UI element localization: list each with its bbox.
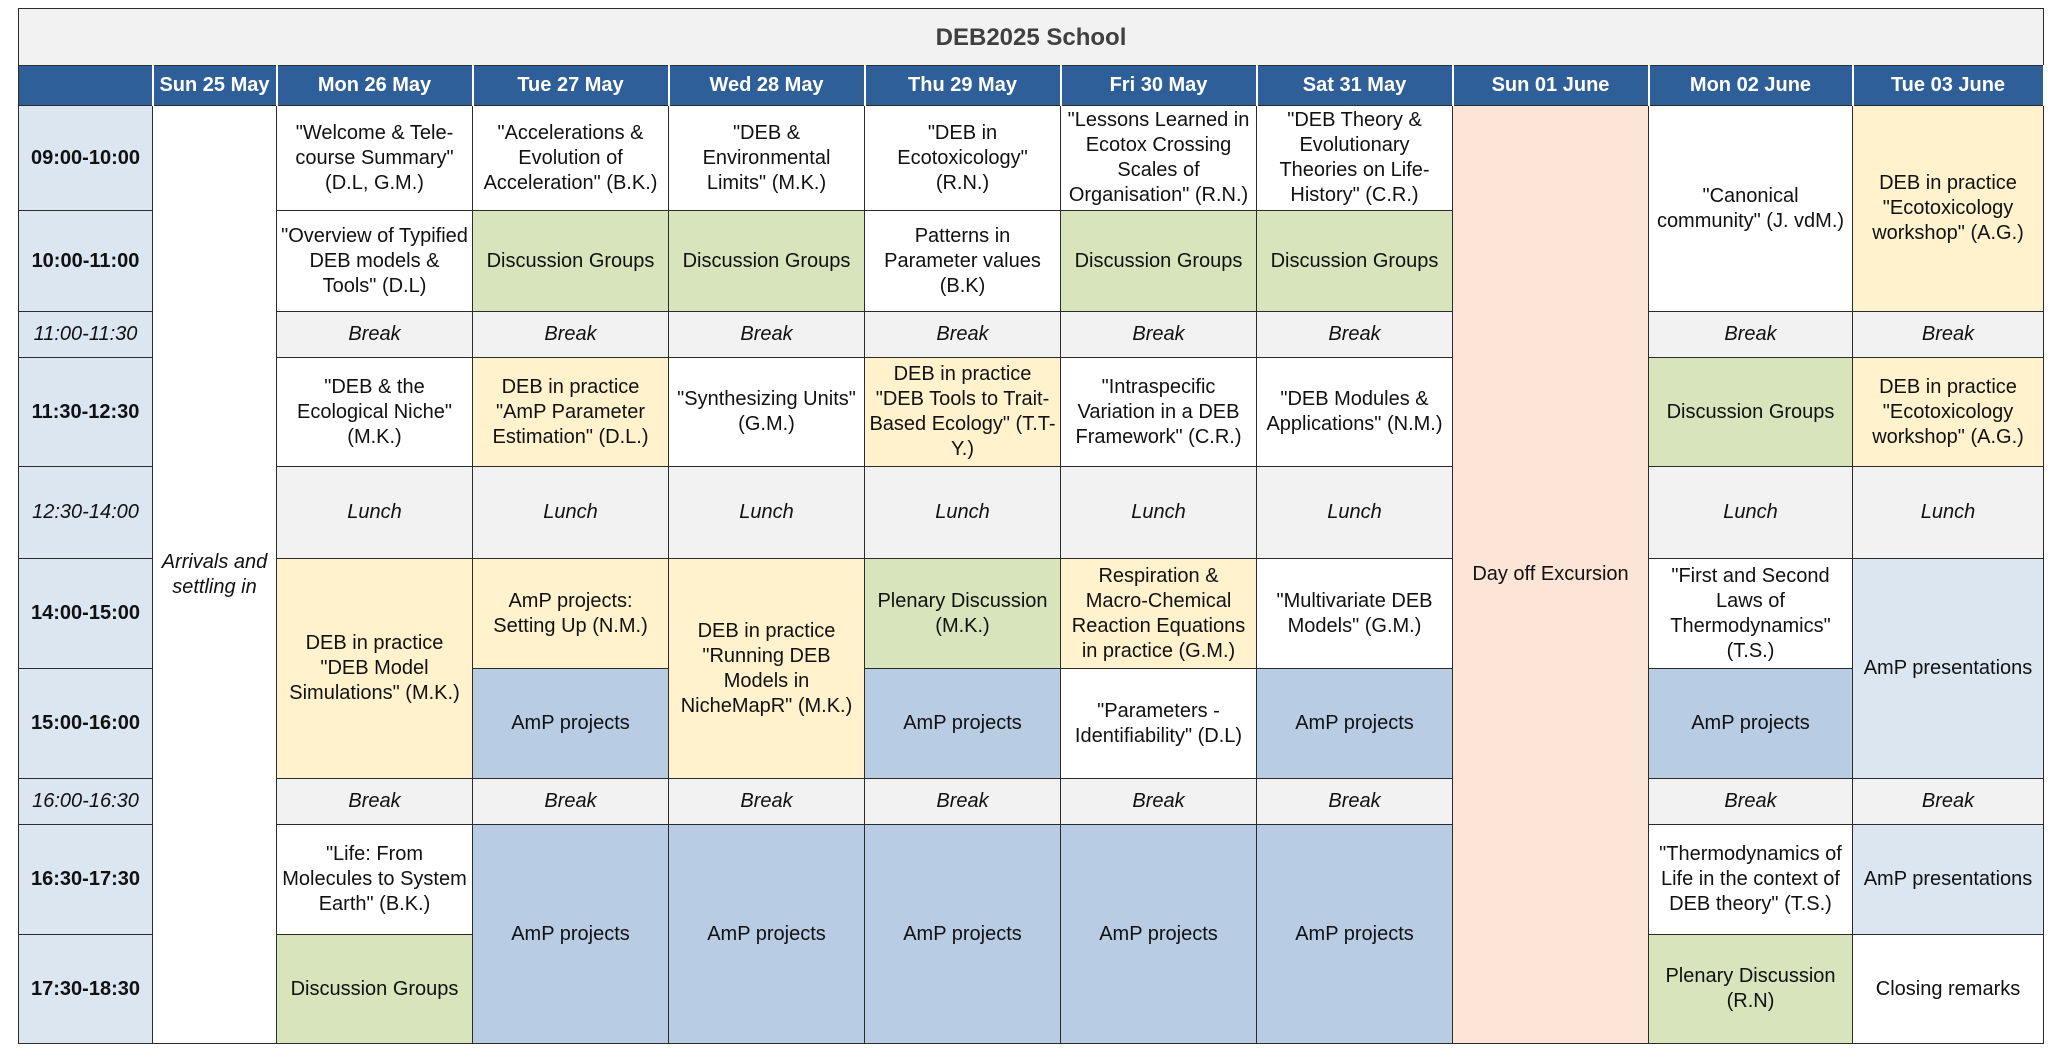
- break-cell: Break: [865, 779, 1061, 825]
- break-cell: Break: [1853, 779, 2044, 825]
- day-header-sat31: Sat 31 May: [1257, 66, 1453, 106]
- time-slot: 11:30-12:30: [19, 358, 153, 467]
- day-header-sun25: Sun 25 May: [153, 66, 277, 106]
- session-cell: Plenary Discussion (R.N): [1649, 935, 1853, 1044]
- session-cell: AmP presentations: [1853, 559, 2044, 779]
- break-cell: Break: [1257, 312, 1453, 358]
- break-cell: Break: [1649, 312, 1853, 358]
- session-cell: "Canonical community" (J. vdM.): [1649, 106, 1853, 312]
- session-cell: Discussion Groups: [473, 211, 669, 312]
- session-cell: "Life: From Molecules to System Earth" (B.K.): [277, 825, 473, 935]
- time-slot: 17:30-18:30: [19, 935, 153, 1044]
- lunch-cell: Lunch: [1257, 467, 1453, 559]
- day-header-tue03: Tue 03 June: [1853, 66, 2044, 106]
- lunch-cell: Lunch: [1649, 467, 1853, 559]
- session-cell: AmP projects: [473, 669, 669, 779]
- break-cell: Break: [669, 779, 865, 825]
- session-cell: "DEB in Ecotoxicology" (R.N.): [865, 106, 1061, 211]
- break-cell: Break: [1649, 779, 1853, 825]
- day-header-tue27: Tue 27 May: [473, 66, 669, 106]
- time-slot: 09:00-10:00: [19, 106, 153, 211]
- time-slot: 12:30-14:00: [19, 467, 153, 559]
- break-cell: Break: [1853, 312, 2044, 358]
- day-header-thu29: Thu 29 May: [865, 66, 1061, 106]
- session-cell: "Intraspecific Variation in a DEB Framework" (C.R.): [1061, 358, 1257, 467]
- time-slot: 14:00-15:00: [19, 559, 153, 669]
- session-cell: "Lessons Learned in Ecotox Crossing Scales of Organisation" (R.N.): [1061, 106, 1257, 211]
- session-cell: AmP projects: [669, 825, 865, 1044]
- session-cell: Patterns in Parameter values (B.K): [865, 211, 1061, 312]
- time-slot: 11:00-11:30: [19, 312, 153, 358]
- time-slot: 16:00-16:30: [19, 779, 153, 825]
- session-cell: AmP projects: Setting Up (N.M.): [473, 559, 669, 669]
- session-cell: DEB in practice "Running DEB Models in NicheMapR" (M.K.): [669, 559, 865, 779]
- session-cell: Discussion Groups: [277, 935, 473, 1044]
- session-cell: AmP projects: [1257, 669, 1453, 779]
- break-cell: Break: [669, 312, 865, 358]
- session-cell: Respiration & Macro-Chemical Reaction Equations in practice (G.M.): [1061, 559, 1257, 669]
- session-cell: "Accelerations & Evolution of Acceleration" (B.K.): [473, 106, 669, 211]
- time-slot: 10:00-11:00: [19, 211, 153, 312]
- session-cell: Plenary Discussion (M.K.): [865, 559, 1061, 669]
- lunch-cell: Lunch: [865, 467, 1061, 559]
- session-cell: "DEB & the Ecological Niche" (M.K.): [277, 358, 473, 467]
- time-slot: 16:30-17:30: [19, 825, 153, 935]
- header-corner: [19, 66, 153, 106]
- day-header-mon26: Mon 26 May: [277, 66, 473, 106]
- session-cell: AmP projects: [473, 825, 669, 1044]
- session-cell: DEB in practice "DEB Model Simulations" (M.K.): [277, 559, 473, 779]
- schedule-table: [18, 8, 2045, 1044]
- break-cell: Break: [473, 779, 669, 825]
- break-cell: Break: [1061, 779, 1257, 825]
- lunch-cell: Lunch: [1061, 467, 1257, 559]
- break-cell: Break: [277, 312, 473, 358]
- day-header-wed28: Wed 28 May: [669, 66, 865, 106]
- break-cell: Break: [277, 779, 473, 825]
- session-cell: "Multivariate DEB Models" (G.M.): [1257, 559, 1453, 669]
- session-cell: "DEB Modules & Applications" (N.M.): [1257, 358, 1453, 467]
- session-cell: Discussion Groups: [1061, 211, 1257, 312]
- lunch-cell: Lunch: [473, 467, 669, 559]
- session-cell: "First and Second Laws of Thermodynamics" (T.S.): [1649, 559, 1853, 669]
- day-header-sun01: Sun 01 June: [1453, 66, 1649, 106]
- lunch-cell: Lunch: [277, 467, 473, 559]
- lunch-cell: Lunch: [669, 467, 865, 559]
- session-cell: Arrivals and settling in: [153, 106, 277, 1044]
- session-cell: AmP projects: [1257, 825, 1453, 1044]
- session-cell: Day off Excursion: [1453, 106, 1649, 1044]
- session-cell: DEB in practice "Ecotoxicology workshop" (A.G.): [1853, 106, 2044, 312]
- session-cell: Discussion Groups: [669, 211, 865, 312]
- schedule-title: DEB2025 School: [19, 9, 2044, 66]
- session-cell: "Overview of Typified DEB models & Tools" (D.L): [277, 211, 473, 312]
- session-cell: "Synthesizing Units" (G.M.): [669, 358, 865, 467]
- break-cell: Break: [865, 312, 1061, 358]
- session-cell: AmP projects: [1061, 825, 1257, 1044]
- session-cell: "DEB & Environmental Limits" (M.K.): [669, 106, 865, 211]
- session-cell: "Parameters - Identifiability" (D.L): [1061, 669, 1257, 779]
- session-cell: DEB in practice "Ecotoxicology workshop" (A.G.): [1853, 358, 2044, 467]
- session-cell: "DEB Theory & Evolutionary Theories on Life-History" (C.R.): [1257, 106, 1453, 211]
- day-header-fri30: Fri 30 May: [1061, 66, 1257, 106]
- break-cell: Break: [1061, 312, 1257, 358]
- time-slot: 15:00-16:00: [19, 669, 153, 779]
- session-cell: Discussion Groups: [1649, 358, 1853, 467]
- session-cell: "Thermodynamics of Life in the context of DEB theory" (T.S.): [1649, 825, 1853, 935]
- session-cell: "Welcome & Tele-course Summary" (D.L, G.M.): [277, 106, 473, 211]
- session-cell: AmP projects: [1649, 669, 1853, 779]
- day-header-mon02: Mon 02 June: [1649, 66, 1853, 106]
- break-cell: Break: [473, 312, 669, 358]
- session-cell: DEB in practice "DEB Tools to Trait-Based Ecology" (T.T-Y.): [865, 358, 1061, 467]
- session-cell: Closing remarks: [1853, 935, 2044, 1044]
- session-cell: AmP projects: [865, 669, 1061, 779]
- session-cell: DEB in practice "AmP Parameter Estimation" (D.L.): [473, 358, 669, 467]
- session-cell: AmP projects: [865, 825, 1061, 1044]
- break-cell: Break: [1257, 779, 1453, 825]
- lunch-cell: Lunch: [1853, 467, 2044, 559]
- session-cell: Discussion Groups: [1257, 211, 1453, 312]
- session-cell: AmP presentations: [1853, 825, 2044, 935]
